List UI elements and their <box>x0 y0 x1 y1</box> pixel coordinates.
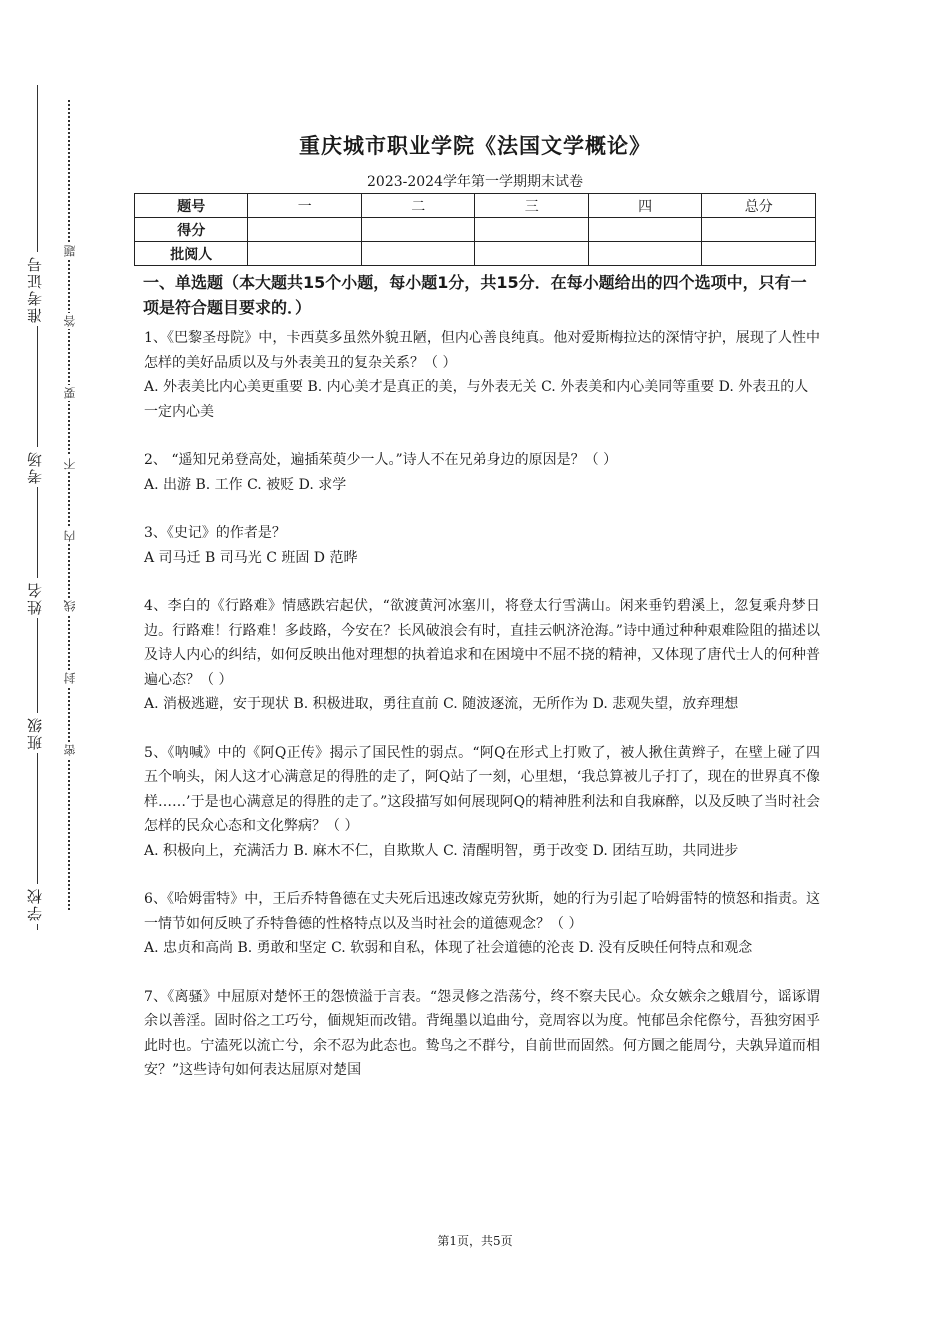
seal-char: 封 <box>63 672 77 684</box>
exam-content <box>144 270 820 1083</box>
exam-room-label: 考场 <box>24 447 45 487</box>
score-table-cell: 四 <box>588 194 701 218</box>
reviewer-input-cell[interactable] <box>248 242 361 266</box>
seal-char: 不 <box>63 458 77 470</box>
score-table-cell: 二 <box>361 194 474 218</box>
score-table-cell: 批阅人 <box>135 242 248 266</box>
question-6 <box>144 887 820 961</box>
score-input-cell[interactable] <box>702 218 816 242</box>
question-options: A. 积极向上，充满活力 B. 麻木不仁，自欺欺人 C. 清醒明智，勇于改变 D. 团结互助，共同进步 <box>144 842 739 859</box>
question-stem: 3、《史记》的作者是？ <box>144 525 286 541</box>
question-4 <box>144 594 820 717</box>
question-options: A. 出游 B. 工作 C. 被贬 D. 求学 <box>144 476 347 493</box>
question-stem: 4、李白的《行路难》情感跌宕起伏，“欲渡黄河冰塞川，将登太行雪满山。闲来垂钓碧溪上，忽复乘舟梦日边。行路难！行路难！多歧路，今安在？长风破浪会有时，直挂云帆济沧海。”诗中通过种种艰难险阻的描述以及诗人内心的纠结，如何反映出他对理想的执着追求和在困境中不屈不挠的精神，又体现了唐代士人的何种普遍心态？（ ） <box>144 598 820 688</box>
page-footer: 第1页，共5页 <box>437 1234 513 1248</box>
score-input-cell[interactable] <box>248 218 361 242</box>
question-options: A 司马迁 B 司马光 C 班固 D 范晔 <box>144 549 358 566</box>
seal-char: 题 <box>63 245 77 257</box>
score-table-cell: 得分 <box>135 218 248 242</box>
reviewer-input-cell[interactable] <box>361 242 474 266</box>
seal-char: 线 <box>63 600 77 612</box>
section-heading: 一、单选题（本大题共15个小题，每小题1分，共15分．在每小题给出的四个选项中，只有一项是符合题目要求的．） <box>143 273 807 317</box>
binding-dotted-line <box>68 100 70 910</box>
score-input-cell[interactable] <box>588 218 701 242</box>
binding-margin <box>0 0 80 1344</box>
class-label: 班级 <box>24 713 45 753</box>
score-table <box>134 193 816 266</box>
reviewer-input-cell[interactable] <box>475 242 588 266</box>
score-table-row <box>135 194 816 218</box>
score-input-cell[interactable] <box>361 218 474 242</box>
name-label: 姓名 <box>24 578 45 618</box>
score-table-row <box>135 242 816 266</box>
school-label: 学校 <box>24 884 45 924</box>
score-table-cell: 题号 <box>135 194 248 218</box>
score-input-cell[interactable] <box>475 218 588 242</box>
score-table-cell: 一 <box>248 194 361 218</box>
question-5 <box>144 741 820 864</box>
seal-char: 密 <box>63 744 77 756</box>
question-stem: 6、《哈姆雷特》中，王后乔特鲁德在丈夫死后迅速改嫁克劳狄斯，她的行为引起了哈姆雷特的愤怒和指责。这一情节如何反映了乔特鲁德的性格特点以及当时社会的道德观念？（ ） <box>144 891 820 932</box>
reviewer-input-cell[interactable] <box>588 242 701 266</box>
score-table-cell: 三 <box>475 194 588 218</box>
binding-solid-line <box>37 85 38 930</box>
exam-number-label: 准考证号 <box>24 252 45 326</box>
exam-title: 重庆城市职业学院《法国文学概论》 <box>299 134 651 158</box>
question-7 <box>144 985 820 1083</box>
seal-char: 要 <box>63 387 77 399</box>
score-table-cell: 总分 <box>702 194 816 218</box>
seal-char: 内 <box>63 530 77 542</box>
question-stem: 1、《巴黎圣母院》中，卡西莫多虽然外貌丑陋，但内心善良纯真。他对爱斯梅拉达的深情守护，展现了人性中怎样的美好品质以及与外表美丑的复杂关系？（ ） <box>144 330 820 371</box>
question-options: A. 外表美比内心美更重要 B. 内心美才是真正的美，与外表无关 C. 外表美和内心美同等重要 D. 外表丑的人一定内心美 <box>144 379 809 420</box>
question-options: A. 忠贞和高尚 B. 勇敢和坚定 C. 软弱和自私，体现了社会道德的沦丧 D. 没有反映任何特点和观念 <box>144 940 753 956</box>
score-table-row <box>135 218 816 242</box>
reviewer-input-cell[interactable] <box>702 242 816 266</box>
question-3 <box>144 521 820 570</box>
question-options: A. 消极逃避，安于现状 B. 积极进取，勇往直前 C. 随波逐流，无所作为 D. 悲观失望，放弃理想 <box>144 696 739 712</box>
seal-char: 答 <box>63 315 77 327</box>
question-stem: 2、 “遥知兄弟登高处，遍插茱萸少一人。”诗人不在兄弟身边的原因是？（ ） <box>144 452 618 468</box>
question-stem: 7、《离骚》中屈原对楚怀王的怨愤溢于言表。“怨灵修之浩荡兮，终不察夫民心。众女嫉余之蛾眉兮，谣诼谓余以善淫。固时俗之工巧兮，偭规矩而改错。背绳墨以追曲兮，竞周容以为度。忳郁邑余侘傺兮，吾独穷困乎此时也。宁溘死以流亡兮，余不忍为此态也。鸷鸟之不群兮，自前世而固然。何方圜之能周兮，夫孰异道而相安？”这些诗句如何表达屈原对楚国 <box>144 988 820 1078</box>
question-stem: 5、《呐喊》中的《阿Q正传》揭示了国民性的弱点。“阿Q在形式上打败了，被人揪住黄辫子，在壁上碰了四五个响头，闲人这才心满意足的得胜的走了，阿Q站了一刻，心里想，‘我总算被儿子打了，现在的世界真不像样……’于是也心满意足的得胜的走了。”这段描写如何展现阿Q的精神胜利法和自我麻醉，以及反映了当时社会怎样的民众心态和文化弊病？（ ） <box>144 744 820 834</box>
question-2 <box>144 448 820 497</box>
question-1 <box>144 326 820 424</box>
exam-subtitle: 2023-2024学年第一学期期末试卷 <box>367 174 583 190</box>
